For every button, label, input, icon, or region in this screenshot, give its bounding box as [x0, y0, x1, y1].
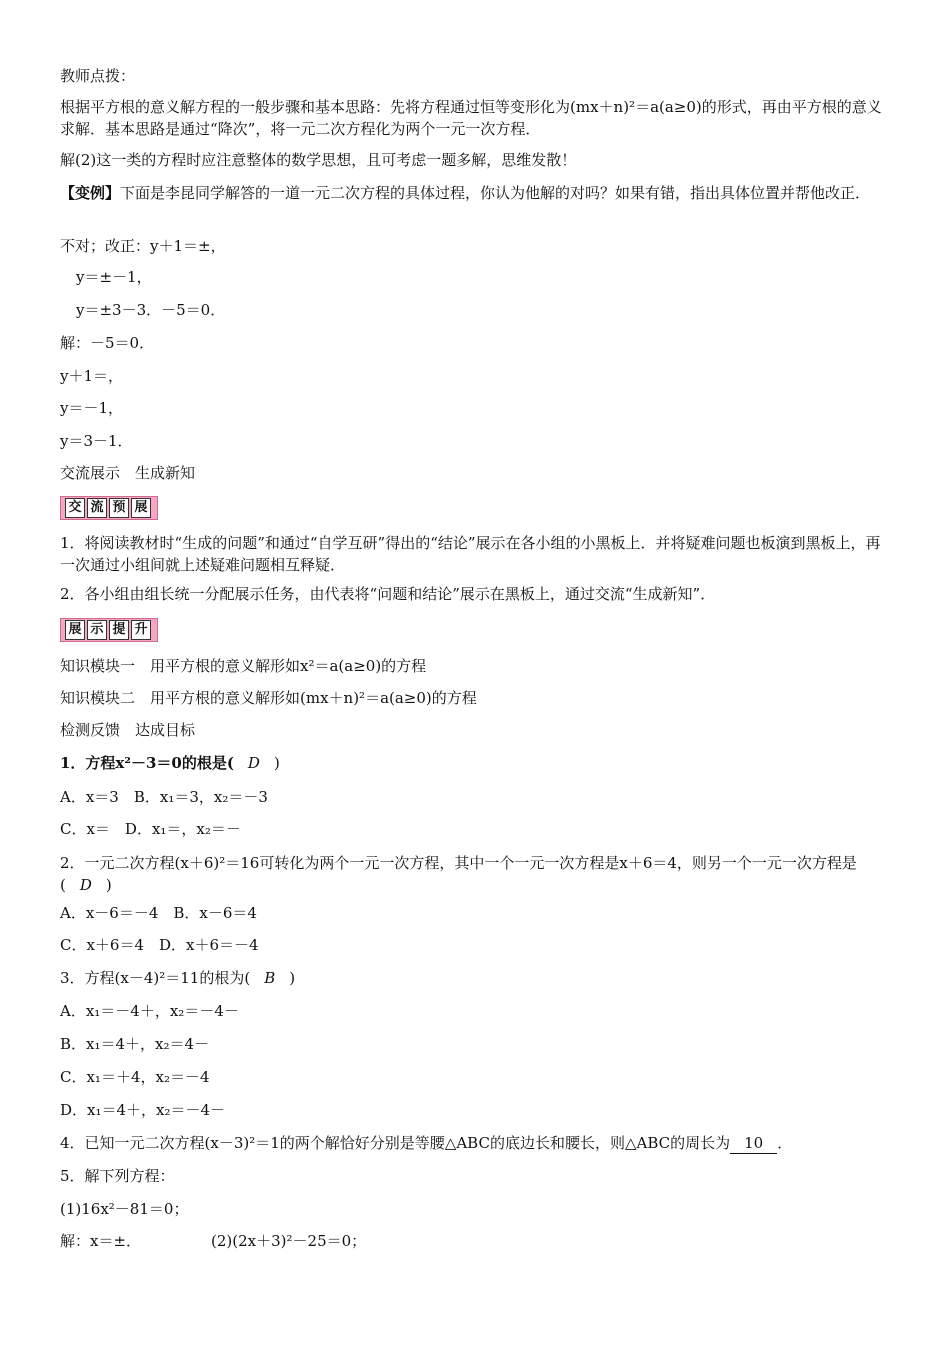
variant-label: 【变例】	[60, 184, 121, 202]
solution-line-2: y＋1＝，	[60, 367, 124, 385]
solution-line-3: y＝－1，	[60, 399, 124, 417]
answer-q2: D	[79, 876, 92, 894]
badge-char: 预	[109, 498, 129, 518]
variant-example	[60, 182, 890, 204]
question-3-option-d: D．x₁＝4＋，x₂＝－4－	[60, 1101, 226, 1119]
question-3-option-c: C．x₁＝＋4，x₂＝－4	[60, 1068, 210, 1086]
section-heading-exchange: 交流展示 生成新知	[60, 464, 196, 482]
exchange-item-2: 2．各小组由组长统一分配展示任务，由代表将“问题和结论”展示在黑板上，通过交流“生成新知”．	[60, 585, 716, 603]
knowledge-module-1: 知识模块一 用平方根的意义解形如x²＝a(a≥0)的方程	[60, 657, 427, 675]
question-3-option-b: B．x₁＝4＋，x₂＝4－	[60, 1035, 210, 1053]
answer-q4: 10	[730, 1133, 777, 1154]
teacher-tip-heading: 教师点拨：	[60, 67, 136, 85]
exchange-item-1: 1．将阅读教材时“生成的问题”和通过“自学互研”得出的“结论”展示在各小组的小黑板上．并将疑难问题也板演到黑板上，再一次通过小组间就上述疑难问题相互释疑．	[60, 534, 881, 574]
correction-line-3: y＝±3－3．－5＝0．	[76, 301, 226, 319]
question-5-part-1: (1)16x²－81＝0；	[60, 1200, 189, 1218]
question-1: 1．方程x²－3＝0的根是( D )	[60, 754, 280, 772]
question-5-solution-1: 解：x＝±．	[60, 1232, 142, 1250]
badge-exchange-preview	[60, 496, 158, 520]
question-3: 3．方程(x－4)²＝11的根为( B )	[60, 969, 296, 987]
teacher-tip-text: 根据平方根的意义解方程的一般步骤和基本思路：先将方程通过恒等变形化为(mx＋n)²＝a(a≥0)的形式，再由平方根的意义求解．基本思路是通过“降次”，将一元二次方程化为两个一元一次方程．	[60, 98, 882, 138]
correction-line-1: 不对；改正：y＋1＝±，	[60, 237, 226, 255]
answer-q1: D	[247, 754, 260, 772]
badge-char: 交	[65, 498, 85, 518]
question-5: 5．解下列方程：	[60, 1167, 175, 1185]
badge-char: 展	[131, 498, 151, 518]
question-2-options-ab: A．x－6＝－4 B．x－6＝4	[60, 904, 257, 922]
question-4: 4．已知一元二次方程(x－3)²＝1的两个解恰好分别是等腰△ABC的底边长和腰长，则△ABC的周长为 10 ．	[60, 1134, 793, 1152]
question-1-options-ab: A．x＝3 B．x₁＝3，x₂＝－3	[60, 788, 268, 806]
badge-char: 提	[109, 620, 129, 640]
variant-text: 下面是李昆同学解答的一道一元二次方程的具体过程，你认为他解的对吗？如果有错，指出具体位置并帮他改正．	[120, 184, 871, 202]
correction-line-2: y＝±－1，	[76, 268, 152, 286]
question-1-options-cd: C．x＝ D．x₁＝，x₂＝－	[60, 820, 241, 838]
badge-char: 展	[65, 620, 85, 640]
question-5-solution-row	[60, 1231, 366, 1251]
answer-q3: B	[264, 969, 276, 987]
solution-line-4: y＝3－1．	[60, 432, 133, 450]
question-2-options-cd: C．x＋6＝4 D．x＋6＝－4	[60, 936, 259, 954]
teacher-tip-note: 解(2)这一类的方程时应注意整体的数学思想，且可考虑一题多解，思维发散！	[60, 151, 577, 169]
badge-char: 流	[87, 498, 107, 518]
badge-char: 升	[131, 620, 151, 640]
knowledge-module-2: 知识模块二 用平方根的意义解形如(mx＋n)²＝a(a≥0)的方程	[60, 689, 477, 707]
badge-display-improve	[60, 618, 158, 642]
section-heading-feedback: 检测反馈 达成目标	[60, 721, 196, 739]
question-5-part-2: (2)(2x＋3)²－25＝0；	[211, 1232, 367, 1250]
solution-line-1: 解：－5＝0．	[60, 334, 155, 352]
badge-char: 示	[87, 620, 107, 640]
question-3-option-a: A．x₁＝－4＋，x₂＝－4－	[60, 1002, 239, 1020]
question-2: 2．一元二次方程(x＋6)²＝16可转化为两个一元一次方程，其中一个一元一次方程是x＋6＝4，则另一个一元一次方程是( D )	[60, 854, 857, 894]
